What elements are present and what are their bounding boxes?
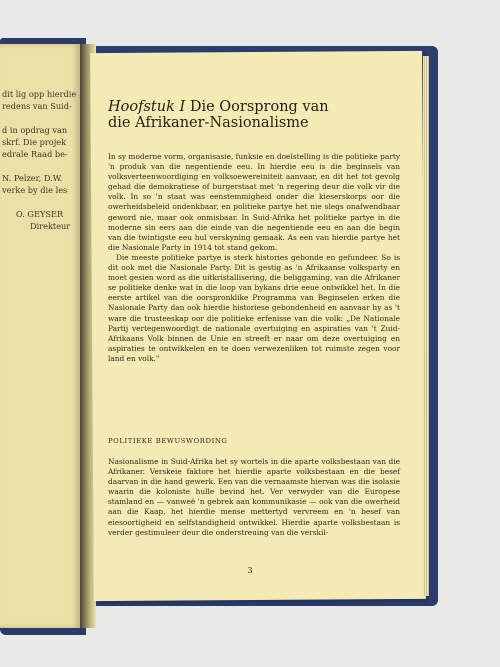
- chapter-title-line1: Die Oorsprong van: [189, 99, 329, 115]
- paragraph: In sy moderne vorm, organisasie, funksie en doelstelling is die politieke party 'n produk van die negentiende eeu. In hierdie eeu is die beginsels van volksverteenwoordiging en volksoewereiniteit aanvaar, en dit het tot gevolg gehad die demokratiese of burgerstaat met 'n regering deur die volk vir die volk. In so 'n staat was eenstemmigheid onder die kieserskorps oor die owerheidsbeleid ondenkbaar, en politieke partye het nie slegs onafwendbaar geword nie, maar ook onmisbaar. In Suid-Afrika het politieke partye in die moderne sin eers aan die einde van die negentiende eeu en aan die begin van die twintigste eeu hul verskyning gemaak. As een van hierdie partye het die Nasionale Party in 1914 tot stand gekom.: [108, 152, 400, 252]
- left-page-line: skrf. Die projek: [2, 137, 67, 147]
- left-page-line: verke by die les: [2, 185, 68, 195]
- page-edges: [423, 56, 429, 596]
- left-page-line: d in opdrag van: [2, 125, 68, 135]
- page-number: 3: [247, 566, 253, 575]
- paragraph: Die meeste politieke partye is sterk histories gebonde en gefundeer. So is dit ook met die Nasionale Party. Dit is gestig as 'n Afrikaanse volksparty en moet gesien word as die uitkristallisering, die beliggaming, van die Afrikaner se politieke denke wat in die loop van bykans drie eeue ontwikkel het. In die eerste artikel van die oorspronklike Programma van Beginselen erken die Nasionale Party dan ook hierdie historiese gebondenheid en aanvaar hy as 't ware die trusteeskap oor die politieke erfenisse van die volk: „De Nationale Partij vertegenwoordigt de nationale overtuiging en aspiraties van 't Zuid-Afrikaans Volk binnen de Unie en streeft er naar om deze overtuiging en aspiraties te ontwikkelen en te doen verwezenliken tot ruimste zegen voor land en volk.": [108, 252, 400, 363]
- left-page-line: dit lig opp hierdie: [2, 89, 77, 99]
- chapter-title-line2: die Afrikaner-Nasionalisme: [108, 115, 309, 131]
- left-page: [0, 44, 80, 628]
- left-page-line: edrale Raad be-: [2, 149, 68, 159]
- left-page-line: N. Pelzer, D.W.: [2, 173, 63, 183]
- left-page-line: redens van Suid-: [2, 101, 72, 111]
- paragraph: Nasionalisme in Suid-Afrika het sy wortels in die aparte volksbestaan van die Afrikaner. Verskeie faktore het hierdie aparte volksbestaan en die besef daarvan in die hand gewerk. Een van die vernaamste hiervan was die isolasie waarin die koloniste hulle bevind het. Ver verwyder van die Europese stamland en — vanweë 'n gebrek aan kommunikasie — ook van die owerheid aan die Kaap, het hierdie mense mettertyd vervreem en 'n besef van eiesoortigheid en selfstandigheid ontwikkel. Hierdie aparte volksbestaan is verder gestimuleer deur die onderstreuing van die verskil-: [108, 457, 400, 537]
- section-heading: POLITIEKE BEWUSWORDING: [108, 437, 228, 445]
- body-text-2: [108, 457, 400, 538]
- signature-title: Direkteur: [30, 221, 71, 231]
- signature-name: O. GEYSER: [16, 209, 64, 219]
- chapter-label: Hoofstuk I: [108, 99, 186, 115]
- chapter-title: [108, 99, 408, 131]
- body-text: [108, 152, 400, 364]
